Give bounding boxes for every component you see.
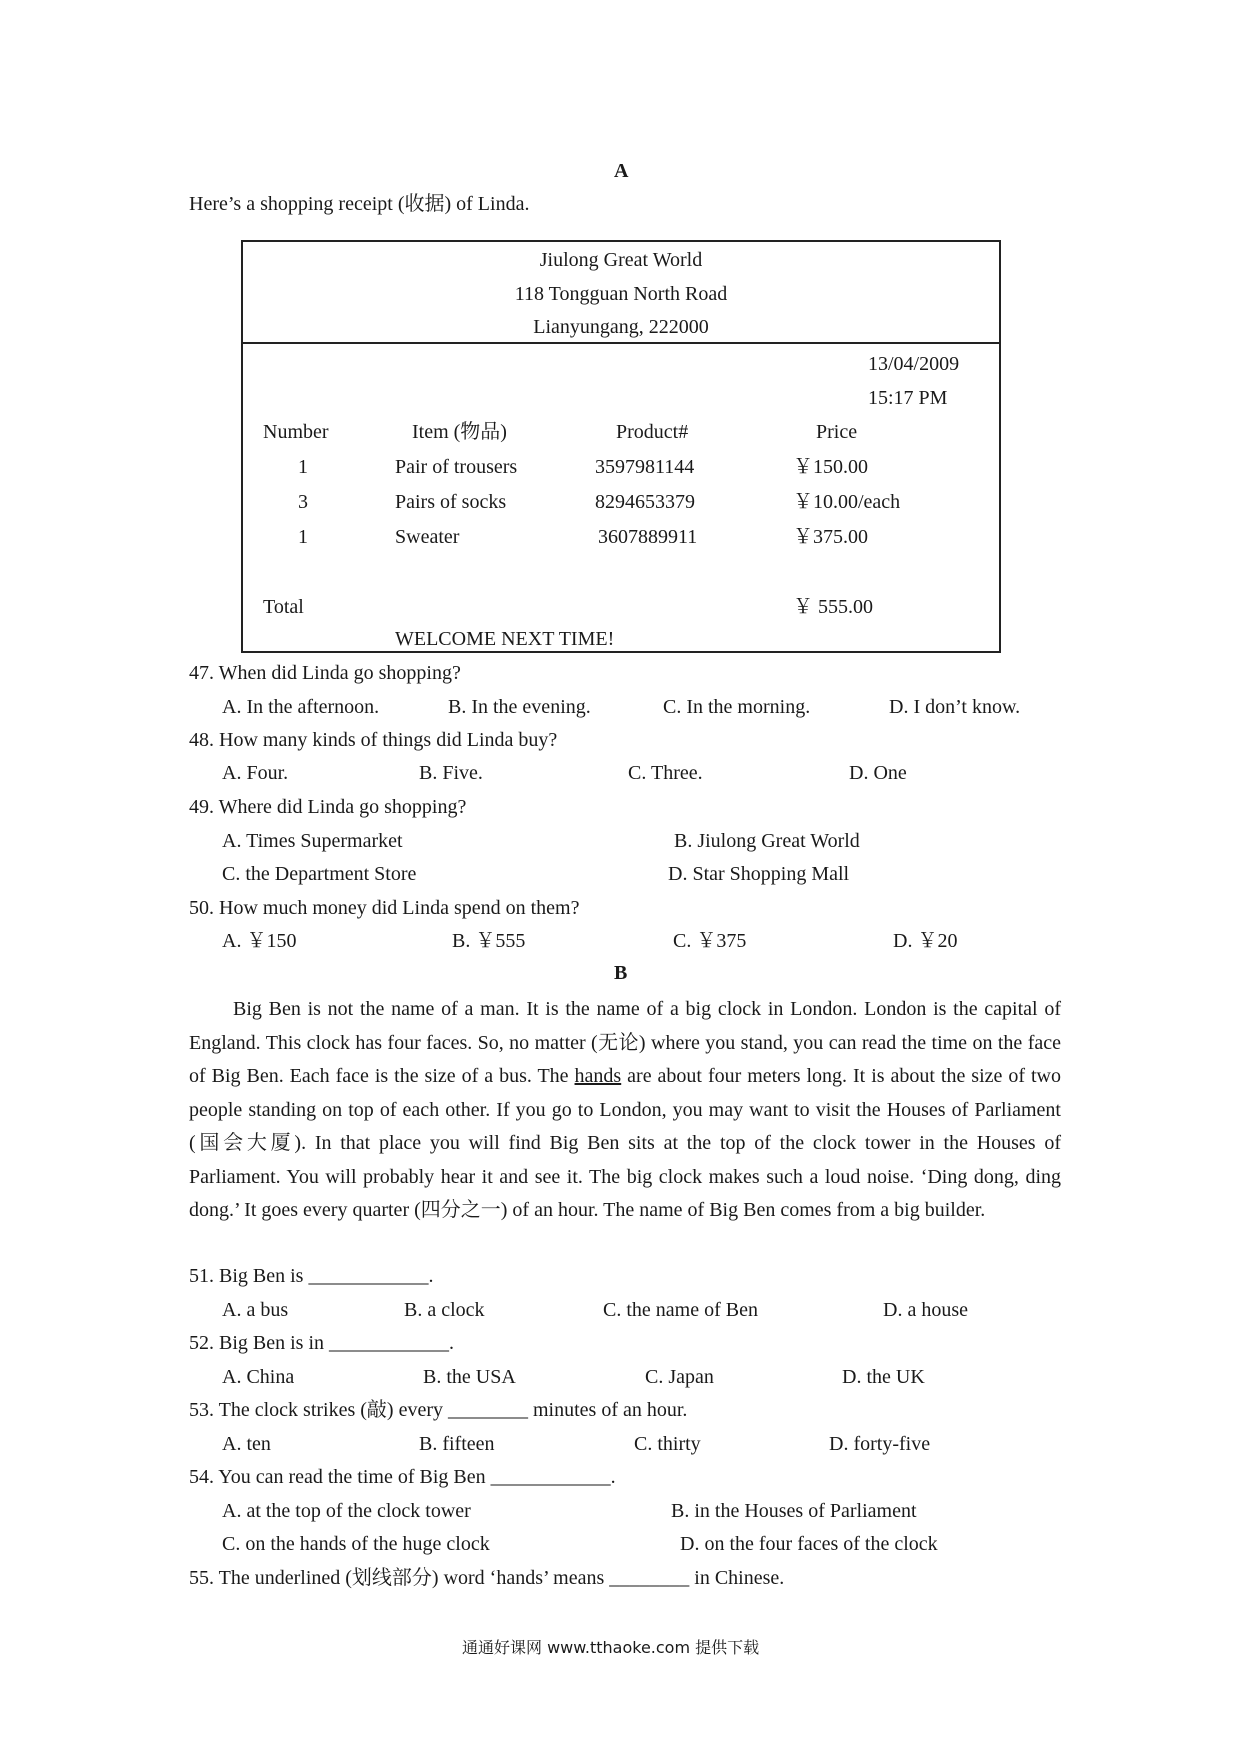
total-value: ￥ 555.00 [793,596,873,618]
option: A. In the afternoon. [222,696,380,718]
page-footer: 通通好课网 www.tthaoke.com 提供下载 [462,1638,760,1657]
option: A. a bus [222,1299,289,1321]
row-product: 3597981144 [595,456,695,478]
option: B. Jiulong Great World [674,830,860,852]
passage-text: are about four meters long. It is about the size of two people standing on top of each other. If you go to London, you may want to visit the Houses of Parliament (国会大厦). In that place you will find Big Ben sits at the top of the clock tower in the Houses of Parliament. You will probably hear it and see it. The big clock makes such a loud noise. ‘Ding dong, ding dong.’ It goes every quarter (四分之一) of an hour. The name of Big Ben comes from a big builder. [189,1065,1061,1221]
option: D. on the four faces of the clock [680,1533,938,1555]
question-stem: 47. When did Linda go shopping? [189,662,461,684]
row-item: Sweater [395,526,460,548]
option: D. forty-five [829,1433,931,1455]
option: B. in the Houses of Parliament [671,1500,917,1522]
option: C. the name of Ben [603,1299,758,1321]
row-item: Pair of trousers [395,456,518,478]
option: A. ￥150 [222,930,297,952]
row-price: ￥10.00/each [793,491,901,513]
option: C. ￥375 [673,930,747,952]
option: D. I don’t know. [889,696,1021,718]
store-city: Lianyungang, 222000 [533,316,709,338]
question-stem: 52. Big Ben is in ____________. [189,1332,455,1354]
total-label: Total [263,596,304,618]
receipt-divider [243,342,999,344]
option: C. thirty [634,1433,701,1455]
section-a-intro: Here’s a shopping receipt (收据) of Linda. [189,193,530,215]
option: D. Star Shopping Mall [668,863,850,885]
question-stem: 48. How many kinds of things did Linda buy? [189,729,558,751]
option: A. Four. [222,762,289,784]
question-stem: 55. The underlined (划线部分) word ‘hands’ means ________ in Chinese. [189,1567,785,1589]
option: C. In the morning. [663,696,811,718]
option: D. ￥20 [893,930,958,952]
section-a-heading: A [614,160,629,182]
shopping-receipt [241,240,1001,653]
question-stem: 49. Where did Linda go shopping? [189,796,467,818]
row-price: ￥150.00 [793,456,868,478]
option: C. Three. [628,762,703,784]
option: A. at the top of the clock tower [222,1500,471,1522]
passage-b [189,993,1061,1228]
question-stem: 51. Big Ben is ____________. [189,1265,434,1287]
option: A. China [222,1366,295,1388]
question-stem: 53. The clock strikes (敲) every ________ minutes of an hour. [189,1399,688,1421]
store-name: Jiulong Great World [539,249,703,271]
underlined-word: hands [574,1065,622,1087]
receipt-closing: WELCOME NEXT TIME! [395,628,615,650]
option: B. Five. [419,762,483,784]
question-stem: 54. You can read the time of Big Ben ____________. [189,1466,616,1488]
row-number: 1 [298,456,308,478]
question-stem: 50. How much money did Linda spend on them? [189,897,580,919]
header-item: Item (物品) [412,421,507,443]
option: B. the USA [423,1366,516,1388]
row-price: ￥375.00 [793,526,868,548]
option: B. In the evening. [448,696,591,718]
option: D. One [849,762,907,784]
option: C. Japan [645,1366,714,1388]
row-product: 8294653379 [595,491,695,513]
receipt-date: 13/04/2009 [868,353,960,375]
option: C. on the hands of the huge clock [222,1533,490,1555]
option: C. the Department Store [222,863,417,885]
header-product: Product# [616,421,689,443]
header-price: Price [816,421,858,443]
option: B. fifteen [419,1433,495,1455]
option: B. a clock [404,1299,485,1321]
option: B. ￥555 [452,930,526,952]
section-b-heading: B [614,962,628,984]
receipt-time: 15:17 PM [868,387,948,409]
row-number: 3 [298,491,308,513]
row-item: Pairs of socks [395,491,507,513]
option: D. a house [883,1299,968,1321]
row-number: 1 [298,526,308,548]
option: A. Times Supermarket [222,830,403,852]
store-address: 118 Tongguan North Road [514,283,728,305]
header-number: Number [263,421,329,443]
row-product: 3607889911 [598,526,698,548]
passage-text: Big Ben is not the name of a man. It is the name of a big clock in London. London is the capital of England. This clock has four faces. So, no matter (无论) where you stand, you can read the time on the face of Big Ben. Each face is the size of a bus. The [189,998,1061,1087]
option: A. ten [222,1433,271,1455]
option: D. the UK [842,1366,925,1388]
